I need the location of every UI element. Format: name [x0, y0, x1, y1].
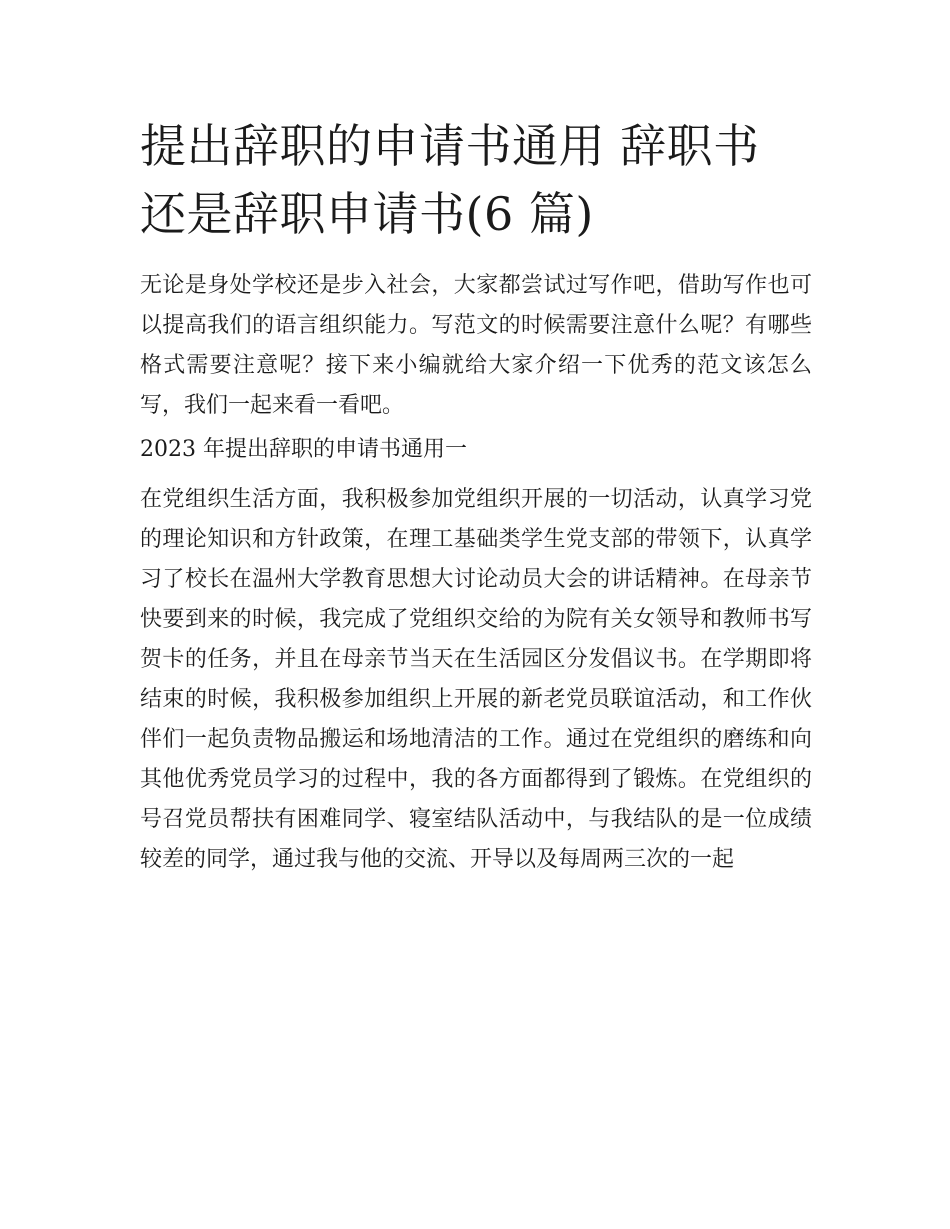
- section-heading: 2023 年提出辞职的申请书通用一: [140, 437, 467, 462]
- document-page: [140, 112, 812, 880]
- title-line-1: 提出辞职的申请书通用 辞职书: [140, 119, 760, 173]
- section-body-paragraph: 在党组织生活方面，我积极参加党组织开展的一切活动，认真学习党的理论知识和方针政策，在理工基础类学生党支部的带领下，认真学习了校长在温州大学教育思想大讨论动员大会的讲话精神。在母亲节快要到来的时候，我完成了党组织交给的为院有关女领导和教师书写贺卡的任务，并且在母亲节当天在生活园区分发倡议书。在学期即将结束的时候，我积极参加组织上开展的新老党员联谊活动，和工作伙伴们一起负责物品搬运和场地清洁的工作。通过在党组织的磨练和向其他优秀党员学习的过程中，我的各方面都得到了锻炼。在党组织的号召党员帮扶有困难同学、寝室结队活动中，与我结队的是一位成绩较差的同学，通过我与他的交流、开导以及每周两三次的一起: [140, 487, 812, 872]
- title-line-2: 还是辞职申请书(6 篇): [140, 187, 594, 241]
- document-title: [140, 112, 812, 248]
- intro-paragraph: 无论是身处学校还是步入社会，大家都尝试过写作吧，借助写作也可以提高我们的语言组织能力。写范文的时候需要注意什么呢？有哪些格式需要注意呢？接下来小编就给大家介绍一下优秀的范文该怎么写，我们一起来看一看吧。: [140, 273, 812, 418]
